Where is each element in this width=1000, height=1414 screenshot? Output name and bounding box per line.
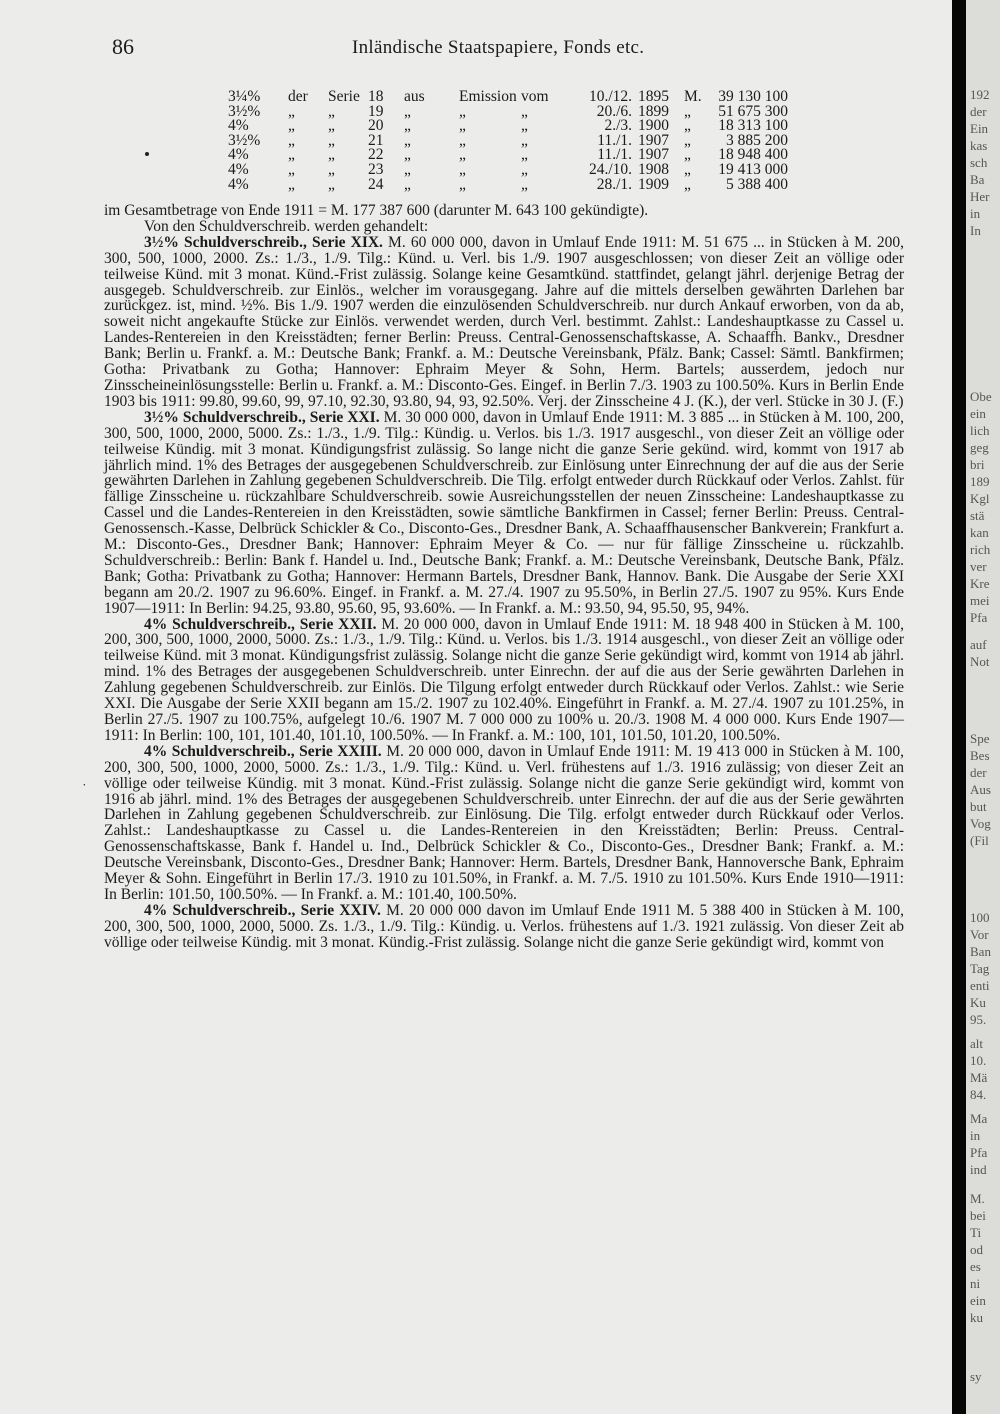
margin-fragment: in: [970, 206, 981, 221]
emission-row: [228, 105, 788, 120]
margin-fragment: Aus: [970, 782, 991, 797]
emission-m: „: [684, 102, 691, 120]
emission-emission: „: [459, 117, 466, 135]
emission-num: 19: [368, 102, 384, 120]
emission-row: [228, 178, 788, 193]
margin-fragment: enti: [970, 978, 990, 993]
emission-rate: 3½%: [228, 131, 261, 149]
section-body: M. 20 000 000, davon in Umlauf Ende 1911: M. 19 413 000 in Stücken à M. 100, 200, 300, 500, 1000, 2000, 5000. Zs.: 1./3., 1./9. Tilg.: Künd. u. Verl. frühestens auf 1./3. 1916 zulässig; von dieser Zeit an völlige oder teilweise Kündig. mit 3 monat. Künd.-Frist zulässig. Solange nicht die ganze Serie gekündigt wird, kommt von 1916 ab jährl. mind. 1% des Betrages der ausgegebenen Schuldverschreib. unter Einrechn. der auf die aus der Serie gewährten Darlehen in Zahlung gegebenen Schuldverschreib. zur Einlösung. Die Tilg. erfolgt entweder durch Rückkauf oder Verlos. Zahlst.: Landeshauptkasse zu Cassel u. die Landes-Rentereien in den Kreisstädten; Berlin: Preuss. Central-Genossenschaftskasse, Bank f. Handel u. Ind., Delbrück Schickler & Co., Disconto-Ges., Dresdner Bank; Frankf. a. M.: Deutsche Vereinsbank, Disconto-Ges., Dresdner Bank; Hannover: Herm. Bartels, Dresdner Bank, Hannoversche Bank, Ephraim Meyer & Sohn. Eingeführt in Berlin 17./3. 1910 zu 101.50%, in Frankf. a. M. 7./5. 1910 zu 101.50%. Kurs Ende 1910—1911: In Berlin: 101.50, 100.50%. — In Frankf. a. M.: 101.40, 100.50%.: [104, 742, 905, 903]
emission-date: 11./1.: [597, 131, 632, 149]
margin-fragment: Mä: [970, 1070, 988, 1085]
emission-aus: „: [404, 117, 411, 135]
emission-num: 23: [368, 160, 384, 178]
section-heading: 4% Schuldverschreib., Serie XXIV.: [144, 901, 381, 919]
emission-m: M.: [684, 88, 702, 105]
emission-vom: vom: [521, 88, 549, 105]
bond-section: [104, 235, 904, 410]
emission-date: 24./10.: [588, 160, 632, 178]
margin-fragment: 189: [970, 474, 990, 489]
emission-rate: 3¼%: [228, 88, 261, 105]
emission-num: 21: [368, 131, 384, 149]
section-heading: 4% Schuldverschreib., Serie XXIII.: [144, 742, 382, 760]
margin-fragment: der: [970, 104, 987, 119]
page-number: 86: [112, 34, 134, 59]
emission-num: 22: [368, 146, 384, 164]
margin-fragment: 192: [970, 87, 990, 102]
margin-fragment: in: [970, 1128, 981, 1143]
emission-vom: „: [521, 131, 528, 149]
bond-section: [104, 744, 904, 903]
emission-aus: „: [404, 102, 411, 120]
emission-rate: 4%: [228, 117, 249, 135]
margin-fragment: lich: [970, 423, 990, 438]
bond-section: [104, 617, 904, 744]
margin-fragment: sy: [970, 1369, 982, 1384]
emission-amount: 3 885 200: [726, 131, 788, 149]
emission-amount: 19 413 000: [718, 160, 788, 178]
margin-fragment: Her: [970, 189, 990, 204]
emission-amount: 5 388 400: [726, 175, 788, 193]
emission-vom: „: [521, 146, 528, 164]
section-body: M. 60 000 000, davon in Umlauf Ende 1911: M. 51 675 ... in Stücken à M. 200, 300, 500, 1000, 2000. Zs.: 1./3., 1./9. Tilg.: Künd. u. Verl. bis 1./9. 1907 ausgeschlossen; von dieser Zeit an völlige oder teilweise Künd. mit 3 monat. Künd.-Frist zulässig. Solange keine Gesamtkünd. stattfindet, gelangt jährl. derjenige Betrag der ausgegeb. Schuldverschreib. zur Einlös., welcher im vorausgegang. Jahre auf die mittels derselben gewährten Darlehen bar zurückgez. ist, mind. ½%. Bis 1./9. 1907 werden die einzulösenden Schuldverschreib. nur durch Ankauf erworben, von da ab, soweit nicht angekaufte Stücke zur Einlös. verwendet werden, durch Verl. bestimmt. Zahlst.: Landeshauptkasse zu Cassel u. Landes-Rentereien in den Kreisstädten; ferner Berlin: Preuss. Central-Genossenschaftskasse, A. Schaaffh. Bankv., Dresdner Bank; Berlin u. Frankf. a. M.: Deutsche Bank; Frankf. a. M.: Deutsche Vereinsbank, Pfälz. Bank; Cassel: Sämtl. Bankfirmen; Gotha: Privatbank zu Gotha; Hannover: Ephraim Meyer & Sohn, Herm. Bartels; ausserdem, jedoch nur Zinsscheineinlösungsstelle: Berlin u. Frankf. a. M.: Disconto-Ges. Eingef. in Berlin 7./3. 1903 zu 100.50%. Kurs in Berlin Ende 1903 bis 1911: 99.80, 99.60, 99, 97.10, 92.30, 93.80, 94, 93, 92.50%. Verj. der Zinsscheine 4 J. (K.), der verl. Stücke in 30 J. (F.): [104, 233, 904, 410]
emission-emission: „: [459, 146, 466, 164]
margin-fragment: kas: [970, 138, 988, 153]
margin-fragment: auf: [970, 637, 987, 652]
margin-mark: ˙: [82, 782, 87, 797]
margin-fragment: alt: [970, 1036, 983, 1051]
emission-vom: „: [521, 160, 528, 178]
emission-emission: „: [459, 160, 466, 178]
margin-fragment: geg: [970, 440, 989, 455]
emission-der: der: [288, 88, 308, 105]
margin-fragment: ver: [970, 559, 987, 574]
margin-fragment: 84.: [970, 1087, 987, 1102]
book-spine: [952, 0, 966, 1414]
adjacent-page-strip: [966, 0, 1000, 1414]
emission-rate: 4%: [228, 160, 249, 178]
margin-fragment: ein: [970, 406, 986, 421]
margin-fragment: Spe: [970, 731, 990, 746]
emission-der: „: [288, 102, 295, 120]
margin-fragment: Pfa: [970, 1145, 988, 1160]
emission-year: 1895: [638, 88, 669, 105]
emission-serie: „: [328, 131, 335, 149]
emission-row: [228, 163, 788, 178]
margin-fragment: Ku: [970, 995, 986, 1010]
margin-fragment: der: [970, 765, 987, 780]
emission-emission: Emission: [459, 88, 517, 105]
margin-fragment: od: [970, 1242, 983, 1257]
margin-fragment: ku: [970, 1310, 983, 1325]
emission-table: [228, 90, 788, 192]
section-heading: 3½% Schuldverschreib., Serie XXI.: [144, 408, 380, 426]
margin-fragment: 100: [970, 910, 990, 925]
margin-fragment: Vor: [970, 927, 989, 942]
margin-fragment: bei: [970, 1208, 986, 1223]
emission-aus: „: [404, 131, 411, 149]
emission-rate: 4%: [228, 175, 249, 193]
margin-fragment: stä: [970, 508, 985, 523]
emission-m: „: [684, 131, 691, 149]
emission-date: 11./1.: [597, 146, 632, 164]
section-body: M. 20 000 000 davon im Umlauf Ende 1911 M. 5 388 400 in Stücken à M. 100, 200, 300, 500, 1000, 2000, 5000. Zs. 1./3., 1./9. Tilg.: Kündig. u. Verlos. frühestens auf 1./3. 1921 zulässig. Von dieser Zeit ab völlige oder teilweise Kündig. mit 3 monat. Kündig.-Frist zulässig. Solange nicht die ganze Serie gekündigt wird, kommt von: [104, 901, 905, 951]
emission-amount: 18 948 400: [718, 146, 788, 164]
emission-m: „: [684, 175, 691, 193]
emission-date: 20./6.: [596, 102, 632, 120]
margin-fragment: Vog: [970, 816, 991, 831]
emission-year: 1908: [638, 160, 669, 178]
margin-fragment: ein: [970, 1293, 986, 1308]
margin-fragment: 10.: [970, 1053, 987, 1068]
margin-fragment: ind: [970, 1162, 987, 1177]
emission-num: 18: [368, 88, 384, 105]
emission-m: „: [684, 160, 691, 178]
emission-row: [228, 134, 788, 149]
emission-serie: Serie: [328, 88, 360, 105]
emission-date: 10./12.: [588, 88, 632, 105]
emission-serie: „: [328, 160, 335, 178]
margin-fragment: but: [970, 799, 987, 814]
margin-fragment: bri: [970, 457, 985, 472]
section-body: M. 20 000 000, davon in Umlauf Ende 1911: M. 18 948 400 in Stücken à M. 100, 200, 300, 500, 1000, 2000, 5000. Zs.: 1./3., 1./9. Tilg.: Künd. u. Verlos. bis 1./3. 1914 ausgeschl., von dieser Zeit an völlige oder teilweise Künd. mit 3 monat. Kündigungsfrist zulässig. Solange nicht die ganze Serie gekündigt wird, kommt von 1914 ab jährl. mind. 1% des Betrages der ausgegebenen Schuldverschreib. unter Einrechn. der auf die aus der Serie gewährten Darlehen in Zahlung gegebenen Schuldverschreib. zur Einlös. Die Tilgung erfolgt entweder durch Rückkauf oder Verlos. Zahlst.: wie Serie XXI. Die Ausgabe der Serie XXII begann am 15./2. 1907 zu 102.40%. Eingeführt in Frankf. a. M. 27./4. 1907 zu 101.25%, in Berlin 27./5. 1907 zu 100.75%, aufgelegt 10./6. 1907 M. 7 000 000 zu 100% u. 20./3. 1908 M. 4 000 000. Kurs Ende 1907—1911: In Berlin: 100, 101, 101.40, 101.10, 100.50%. — In Frankf. a. M.: 100, 101, 101.50, 101.20, 100.50%.: [104, 615, 904, 744]
emission-amount: 51 675 300: [718, 102, 788, 120]
emission-der: „: [288, 146, 295, 164]
margin-fragment: Ti: [970, 1225, 982, 1240]
emission-row: [228, 90, 788, 105]
margin-fragment: Ba: [970, 172, 985, 187]
emission-row: [228, 148, 788, 163]
emission-serie: „: [328, 146, 335, 164]
emission-der: „: [288, 117, 295, 135]
margin-fragment: ni: [970, 1276, 981, 1291]
emission-amount: 39 130 100: [718, 88, 788, 105]
emission-date: 28./1.: [596, 175, 632, 193]
running-head: Inländische Staatspapiere, Fonds etc.: [352, 37, 645, 58]
margin-fragment: Ein: [970, 121, 989, 136]
summary-line: im Gesamtbetrage von Ende 1911 = M. 177 387 600 (darunter M. 643 100 gekündigte).: [104, 202, 649, 219]
emission-rate: 4%: [228, 146, 249, 164]
main-text-block: [104, 203, 904, 951]
emission-year: 1907: [638, 131, 669, 149]
emission-der: „: [288, 175, 295, 193]
margin-fragment: 95.: [970, 1012, 987, 1027]
margin-fragment: Ban: [970, 944, 991, 959]
margin-fragment: Kre: [970, 576, 990, 591]
emission-der: „: [288, 160, 295, 178]
emission-emission: „: [459, 102, 466, 120]
margin-fragment: rich: [970, 542, 991, 557]
bond-section: [104, 410, 904, 617]
emission-date: 2./3.: [604, 117, 632, 135]
margin-fragment: mei: [970, 593, 990, 608]
margin-fragment: Bes: [970, 748, 990, 763]
emission-num: 20: [368, 117, 384, 135]
emission-amount: 18 313 100: [718, 117, 788, 135]
emission-aus: „: [404, 160, 411, 178]
emission-m: „: [684, 146, 691, 164]
emission-serie: „: [328, 102, 335, 120]
margin-fragment: es: [970, 1259, 981, 1274]
margin-fragment: Tag: [970, 961, 990, 976]
margin-fragment: sch: [970, 155, 988, 170]
section-heading: 4% Schuldverschreib., Serie XXII.: [144, 615, 377, 633]
bond-section: [104, 903, 904, 951]
emission-aus: aus: [404, 88, 425, 105]
section-body: M. 30 000 000, davon in Umlauf Ende 1911: M. 3 885 ... in Stücken à M. 100, 200, 300, 500, 1000, 2000, 5000. Zs.: 1./3., 1./9. Tilg.: Kündig. u. Verlos. bis 1./3. 1917 ausgeschl., von dieser Zeit an völlige oder teilweise Kündig. mit 3 monat. Kündigungsfrist zulässig. So lange nicht die ganze Serie gekünd. wird, kommt von 1917 ab jährlich mind. 1% des Betrages der ausgegebenen Schuldverschreib. zur Einlösung unter Einrechnung der auf die aus der Serie gewährten Darlehen in Zahlung gegebenen Schuldverschreib. Die Tilg. erfolgt entweder durch Rückkauf oder Verlos. Zahlst. für fällige Zinsscheine u. rückzahlbare Schuldverschreib. sowie Ausreichungsstellen der neuen Zinsscheine: Landeshauptkasse zu Cassel und die Landes-Rentereien in den Kreisstädten, sowie sämtliche Bankfirmen in Cassel; ferner Berlin: Preuss. Central-Genossensch.-Kasse, Delbrück Schickler & Co., Disconto-Ges., Dresdner Bank, A. Schaaffhausenscher Bankverein; Frankfurt a. M.: Disconto-Ges., Dresdner Bank; Hannover: Ephraim Meyer & Co. — nur für fällige Zinsscheine u. rückzahlb. Schuldverschreib.: Berlin: Bank f. Handel u. Ind., Deutsche Bank; Frankf. a. M.: Deutsche Vereinsbank, Deutsche Bank, Pfälz. Bank; Gotha: Privatbank zu Gotha; Hannover: Hermann Bartels, Dresdner Bank, Hannov. Bank. Die Ausgabe der Serie XXI begann am 20./2. 1907 zu 96.60%. Eingef. in Frankf. a. M. 27./4. 1907 zu 95.50%, in Berlin 27./5. 1907 zu 95%. Kurs Ende 1907—1911: In Berlin: 94.25, 93.80, 95.60, 95, 93.60%. — In Frankf. a. M.: 93.50, 94, 95.50, 95, 94%.: [104, 408, 904, 617]
emission-vom: „: [521, 117, 528, 135]
margin-fragment: In: [970, 223, 981, 238]
emission-emission: „: [459, 131, 466, 149]
emission-aus: „: [404, 175, 411, 193]
emission-m: „: [684, 117, 691, 135]
ink-dot-mark: [145, 152, 149, 156]
emission-emission: „: [459, 175, 466, 193]
intro-line: Von den Schuldverschreib. werden gehandelt:: [144, 217, 429, 235]
margin-fragment: Kgl: [970, 491, 990, 506]
margin-fragment: (Fil: [970, 833, 989, 848]
margin-fragment: kan: [970, 525, 989, 540]
emission-row: [228, 119, 788, 134]
emission-year: 1900: [638, 117, 669, 135]
emission-der: „: [288, 131, 295, 149]
emission-aus: „: [404, 146, 411, 164]
emission-vom: „: [521, 175, 528, 193]
section-heading: 3½% Schuldverschreib., Serie XIX.: [144, 233, 383, 251]
margin-fragment: Pfa: [970, 610, 988, 625]
emission-vom: „: [521, 102, 528, 120]
emission-serie: „: [328, 175, 335, 193]
emission-year: 1909: [638, 175, 669, 193]
emission-year: 1907: [638, 146, 669, 164]
margin-fragment: Ma: [970, 1111, 988, 1126]
margin-fragment: M.: [970, 1191, 985, 1206]
emission-rate: 3½%: [228, 102, 261, 120]
emission-serie: „: [328, 117, 335, 135]
margin-fragment: Not: [970, 654, 990, 669]
emission-num: 24: [368, 175, 384, 193]
emission-year: 1899: [638, 102, 669, 120]
margin-fragment: Obe: [970, 389, 992, 404]
